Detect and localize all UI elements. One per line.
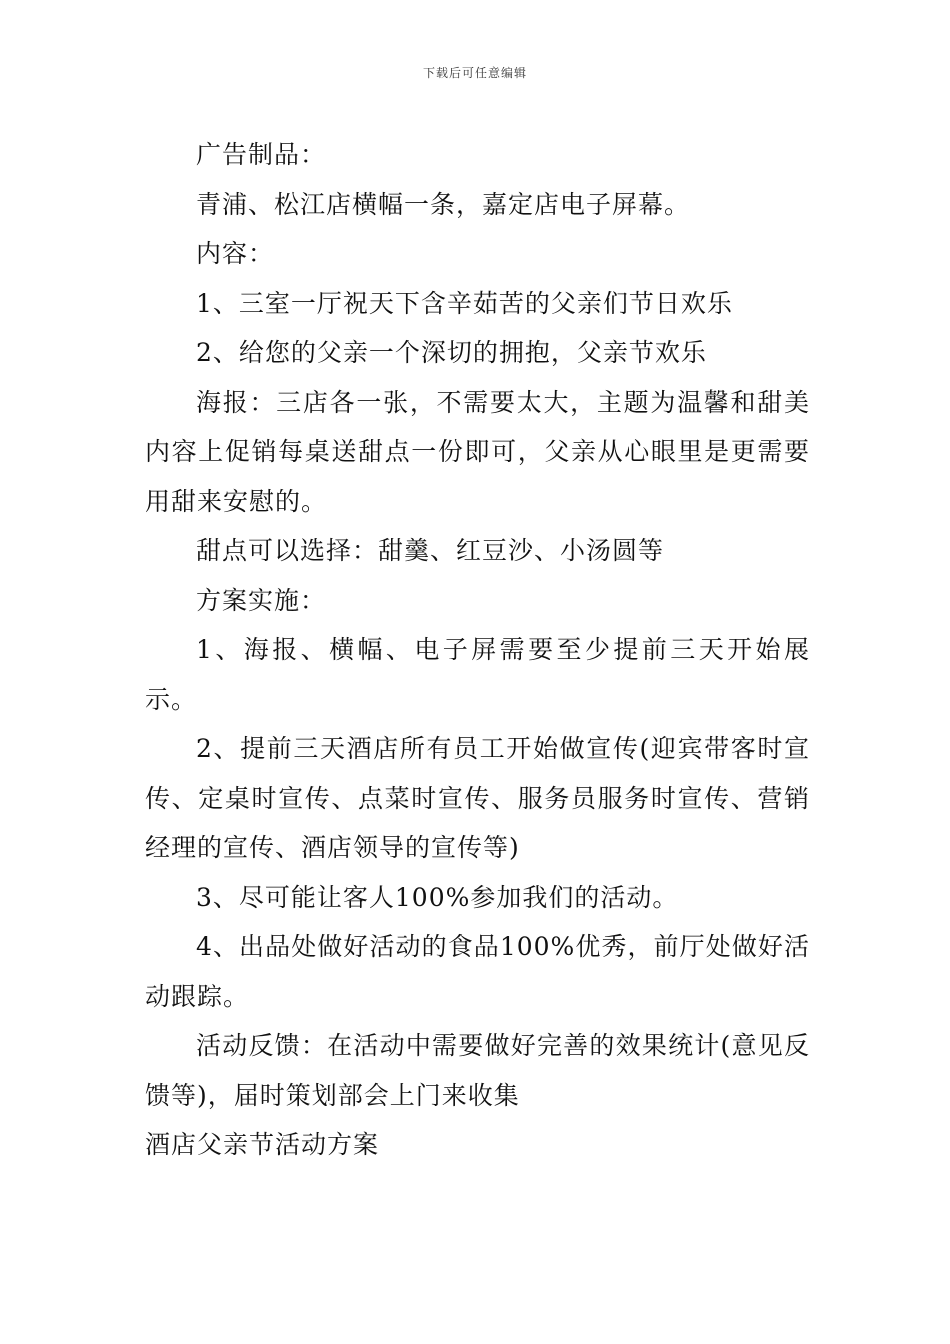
- paragraph-feedback: 活动反馈：在活动中需要做好完善的效果统计(意见反馈等)，届时策划部会上门来收集: [145, 1031, 810, 1110]
- paragraph-implementation-item-4: 4、出品处做好活动的食品100%优秀，前厅处做好活动跟踪。: [145, 932, 810, 1011]
- paragraph-banners: 青浦、松江店横幅一条，嘉定店电子屏幕。: [196, 189, 691, 219]
- paragraph-document-title: 酒店父亲节活动方案: [145, 1130, 380, 1159]
- paragraph-implementation-item-2: 2、提前三天酒店所有员工开始做宣传(迎宾带客时宣传、定桌时宣传、点菜时宣传、服务员服务时宣传、营销经理的宣传、酒店领导的宣传等): [145, 734, 810, 862]
- paragraph-implementation-item-1: 1、海报、横幅、电子屏需要至少提前三天开始展示。: [145, 635, 810, 714]
- document-body: [145, 130, 810, 1170]
- paragraph-content-item-2: 2、给您的父亲一个深切的拥抱，父亲节欢乐: [196, 338, 707, 367]
- paragraph-implementation-heading: 方案实施：: [196, 585, 327, 615]
- paragraph-dessert-options: 甜点可以选择：甜羹、红豆沙、小汤圆等: [196, 536, 665, 565]
- page-header-note: 下载后可任意编辑: [422, 66, 527, 80]
- paragraph-implementation-item-3: 3、尽可能让客人100%参加我们的活动。: [196, 882, 679, 912]
- paragraph-content-item-1: 1、三室一厅祝天下含辛茹苦的父亲们节日欢乐: [196, 288, 733, 318]
- paragraph-ad-products: 广告制品：: [196, 140, 327, 169]
- paragraph-poster: 海报：三店各一张，不需要太大，主题为温馨和甜美内容上促销每桌送甜点一份即可，父亲从心眼里是更需要用甜来安慰的。: [145, 387, 810, 516]
- paragraph-content-heading: 内容：: [196, 239, 275, 268]
